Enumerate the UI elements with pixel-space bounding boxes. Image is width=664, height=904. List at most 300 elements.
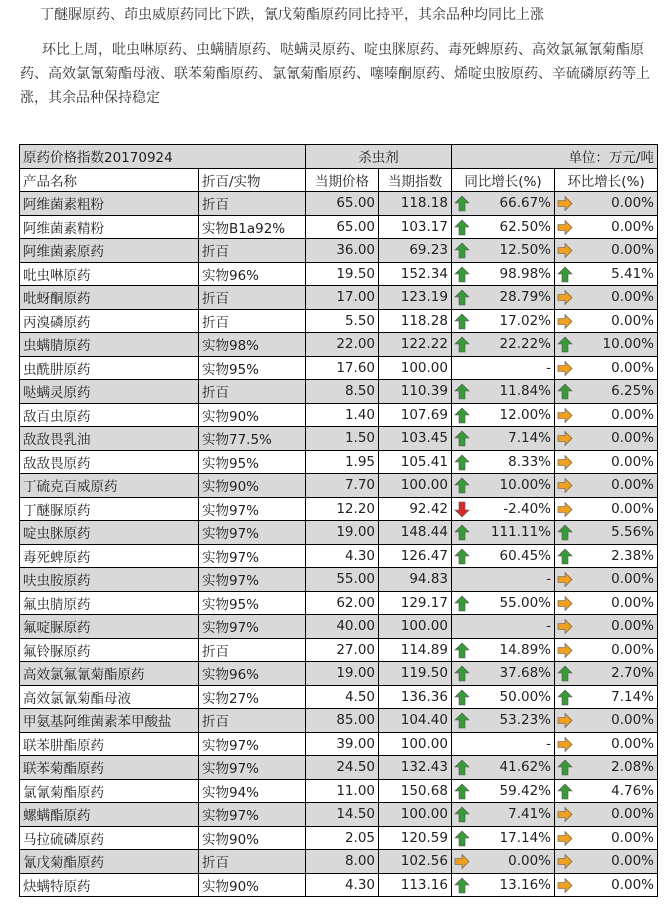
yoy-value: 22.22% <box>499 336 551 353</box>
product-name: 氟啶脲原药 <box>20 615 199 639</box>
current-index: 152.34 <box>379 262 452 286</box>
yoy-value: 12.50% <box>499 242 551 259</box>
table-row <box>20 427 658 451</box>
mom-value: 0.00% <box>611 571 654 588</box>
mom-growth <box>555 544 658 568</box>
summary-paragraph: 环比上周，吡虫啉原药、虫螨腈原药、哒螨灵原药、啶虫脒原药、毒死蜱原药、高效氯氟氰菊酯原药、高效氯氰菊酯母液、联苯菊酯原药、氯氰菊酯原药、噻嗪酮原药、烯啶虫胺原药、辛硫磷原药等上涨，其余品种保持稳定 <box>20 42 650 106</box>
arrow-up-icon <box>454 336 470 353</box>
header-mom: 环比增长(%) <box>555 168 658 192</box>
yoy-value: 17.14% <box>499 829 551 846</box>
product-name: 阿维菌素粗粉 <box>20 192 199 216</box>
arrow-right-icon <box>557 454 573 471</box>
table-row <box>20 779 658 803</box>
yoy-value: 12.00% <box>499 406 551 423</box>
mom-growth <box>555 685 658 709</box>
current-index: 104.40 <box>379 709 452 733</box>
mom-value: 0.00% <box>611 218 654 235</box>
current-index: 94.83 <box>379 568 452 592</box>
yoy-value: 28.79% <box>499 289 551 306</box>
mom-value: 0.00% <box>611 829 654 846</box>
product-spec: 实物94% <box>199 779 306 803</box>
product-spec: 折百 <box>199 850 306 874</box>
product-spec: 折百 <box>199 709 306 733</box>
current-index: 119.50 <box>379 662 452 686</box>
arrow-right-icon <box>557 571 573 588</box>
table-row <box>20 803 658 827</box>
product-spec: 实物97% <box>199 568 306 592</box>
product-name: 马拉硫磷原药 <box>20 826 199 850</box>
arrow-up-icon <box>557 383 573 400</box>
mom-growth <box>555 803 658 827</box>
current-index: 100.00 <box>379 474 452 498</box>
current-price: 65.00 <box>306 192 379 216</box>
yoy-growth <box>452 638 555 662</box>
yoy-growth <box>452 427 555 451</box>
product-spec: 实物B1a92% <box>199 215 306 239</box>
current-price: 39.00 <box>306 732 379 756</box>
current-price: 24.50 <box>306 756 379 780</box>
arrow-right-icon <box>557 830 573 847</box>
yoy-value: - <box>546 618 551 635</box>
yoy-growth <box>452 521 555 545</box>
product-spec: 实物90% <box>199 403 306 427</box>
current-price: 2.05 <box>306 826 379 850</box>
arrow-up-icon <box>454 313 470 330</box>
mom-value: 5.56% <box>611 524 654 541</box>
table-row <box>20 333 658 357</box>
arrow-up-icon <box>454 595 470 612</box>
table-row <box>20 262 658 286</box>
arrow-up-icon <box>454 195 470 212</box>
yoy-growth <box>452 850 555 874</box>
arrow-right-icon <box>557 289 573 306</box>
table-row <box>20 286 658 310</box>
arrow-up-icon <box>454 712 470 729</box>
product-name: 丙溴磷原药 <box>20 309 199 333</box>
table-row <box>20 732 658 756</box>
table-row <box>20 568 658 592</box>
current-index: 148.44 <box>379 521 452 545</box>
table-row <box>20 826 658 850</box>
arrow-up-icon <box>454 806 470 823</box>
mom-growth <box>555 262 658 286</box>
table-row <box>20 215 658 239</box>
table-row <box>20 615 658 639</box>
arrow-right-icon <box>557 642 573 659</box>
current-index: 105.41 <box>379 450 452 474</box>
arrow-up-icon <box>454 407 470 424</box>
yoy-value: 62.50% <box>499 218 551 235</box>
yoy-value: 7.41% <box>508 806 551 823</box>
current-index: 122.22 <box>379 333 452 357</box>
mom-growth <box>555 215 658 239</box>
mom-value: 5.41% <box>611 265 654 282</box>
table-category: 杀虫剂 <box>306 145 452 169</box>
current-index: 92.42 <box>379 497 452 521</box>
header-name: 产品名称 <box>20 168 199 192</box>
mom-value: 0.00% <box>611 453 654 470</box>
mom-growth <box>555 591 658 615</box>
current-index: 118.18 <box>379 192 452 216</box>
arrow-right-icon <box>557 313 573 330</box>
arrow-up-icon <box>454 877 470 894</box>
arrow-up-icon <box>454 454 470 471</box>
yoy-value: 8.33% <box>508 453 551 470</box>
current-price: 8.50 <box>306 380 379 404</box>
product-name: 丁醚脲原药 <box>20 497 199 521</box>
table-title: 原药价格指数20170924 <box>20 145 306 169</box>
yoy-growth <box>452 309 555 333</box>
yoy-value: - <box>546 735 551 752</box>
mom-value: 0.00% <box>611 876 654 893</box>
arrow-right-icon <box>557 877 573 894</box>
arrow-up-icon <box>454 383 470 400</box>
current-index: 123.19 <box>379 286 452 310</box>
arrow-up-icon <box>454 242 470 259</box>
yoy-value: 41.62% <box>499 759 551 776</box>
mom-value: 4.76% <box>611 782 654 799</box>
mom-growth <box>555 192 658 216</box>
header-spec: 折百/实物 <box>199 168 306 192</box>
mom-growth <box>555 638 658 662</box>
table-row <box>20 380 658 404</box>
current-index: 126.47 <box>379 544 452 568</box>
current-index: 100.00 <box>379 732 452 756</box>
product-spec: 实物77.5% <box>199 427 306 451</box>
yoy-value: 50.00% <box>499 688 551 705</box>
arrow-up-icon <box>454 524 470 541</box>
mom-growth <box>555 380 658 404</box>
yoy-growth <box>452 262 555 286</box>
yoy-growth <box>452 403 555 427</box>
mom-value: 0.00% <box>611 500 654 517</box>
product-name: 阿维菌素原药 <box>20 239 199 263</box>
mom-growth <box>555 873 658 897</box>
arrow-up-icon <box>454 759 470 776</box>
arrow-up-icon <box>454 430 470 447</box>
product-name: 甲氨基阿维菌素苯甲酸盐 <box>20 709 199 733</box>
mom-growth <box>555 709 658 733</box>
yoy-growth <box>452 756 555 780</box>
yoy-value: - <box>546 359 551 376</box>
yoy-growth <box>452 356 555 380</box>
current-price: 5.50 <box>306 309 379 333</box>
summary-line: 丁醚脲原药、茚虫威原药同比下跌，氰戊菊酯原药同比持平，其余品种均同比上涨 <box>40 7 544 23</box>
mom-value: 0.00% <box>611 359 654 376</box>
current-price: 19.00 <box>306 662 379 686</box>
header-index: 当期指数 <box>379 168 452 192</box>
arrow-right-icon <box>557 806 573 823</box>
yoy-growth <box>452 615 555 639</box>
yoy-growth <box>452 286 555 310</box>
mom-value: 0.00% <box>611 618 654 635</box>
arrow-right-icon <box>557 195 573 212</box>
mom-growth <box>555 850 658 874</box>
mom-value: 0.00% <box>611 853 654 870</box>
mom-value: 0.00% <box>611 594 654 611</box>
yoy-value: 0.00% <box>508 853 551 870</box>
mom-growth <box>555 521 658 545</box>
arrow-up-icon <box>557 336 573 353</box>
mom-value: 0.00% <box>611 641 654 658</box>
table-row <box>20 685 658 709</box>
arrow-right-icon <box>557 501 573 518</box>
current-price: 14.50 <box>306 803 379 827</box>
yoy-value: 17.02% <box>499 312 551 329</box>
current-index: 132.43 <box>379 756 452 780</box>
product-spec: 折百 <box>199 286 306 310</box>
current-price: 55.00 <box>306 568 379 592</box>
table-row <box>20 662 658 686</box>
mom-growth <box>555 756 658 780</box>
current-price: 11.00 <box>306 779 379 803</box>
yoy-value: 66.67% <box>499 195 551 212</box>
current-price: 36.00 <box>306 239 379 263</box>
table-row <box>20 756 658 780</box>
current-index: 110.39 <box>379 380 452 404</box>
product-spec: 折百 <box>199 638 306 662</box>
arrow-up-icon <box>454 642 470 659</box>
product-spec: 实物97% <box>199 521 306 545</box>
current-index: 114.89 <box>379 638 452 662</box>
table-row <box>20 192 658 216</box>
arrow-right-icon <box>557 360 573 377</box>
yoy-value: -2.40% <box>503 500 551 517</box>
product-spec: 实物97% <box>199 732 306 756</box>
product-spec: 实物97% <box>199 756 306 780</box>
current-index: 69.23 <box>379 239 452 263</box>
mom-value: 0.00% <box>611 289 654 306</box>
mom-growth <box>555 732 658 756</box>
yoy-value: 60.45% <box>499 547 551 564</box>
product-spec: 实物90% <box>199 873 306 897</box>
mom-value: 0.00% <box>611 242 654 259</box>
yoy-value: 13.16% <box>499 876 551 893</box>
yoy-growth <box>452 873 555 897</box>
current-price: 19.00 <box>306 521 379 545</box>
mom-value: 2.08% <box>611 759 654 776</box>
current-price: 1.40 <box>306 403 379 427</box>
current-price: 40.00 <box>306 615 379 639</box>
yoy-growth <box>452 215 555 239</box>
product-spec: 实物95% <box>199 591 306 615</box>
yoy-value: 53.23% <box>499 712 551 729</box>
yoy-growth <box>452 779 555 803</box>
arrow-up-icon <box>557 759 573 776</box>
current-price: 7.70 <box>306 474 379 498</box>
mom-growth <box>555 497 658 521</box>
yoy-value: 11.84% <box>499 383 551 400</box>
arrow-up-icon <box>454 266 470 283</box>
product-name: 氯氰菊酯原药 <box>20 779 199 803</box>
mom-value: 0.00% <box>611 430 654 447</box>
product-spec: 实物97% <box>199 803 306 827</box>
product-name: 联苯菊酯原药 <box>20 756 199 780</box>
product-spec: 折百 <box>199 309 306 333</box>
current-index: 100.00 <box>379 356 452 380</box>
header-price: 当期价格 <box>306 168 379 192</box>
product-spec: 实物96% <box>199 662 306 686</box>
table-row <box>20 591 658 615</box>
product-name: 啶虫脒原药 <box>20 521 199 545</box>
yoy-value: - <box>546 571 551 588</box>
product-name: 丁硫克百威原药 <box>20 474 199 498</box>
table-row <box>20 709 658 733</box>
current-price: 17.00 <box>306 286 379 310</box>
table-row <box>20 521 658 545</box>
yoy-value: 98.98% <box>499 265 551 282</box>
yoy-growth <box>452 380 555 404</box>
arrow-up-icon <box>454 783 470 800</box>
arrow-up-icon <box>557 524 573 541</box>
product-name: 氰戊菊酯原药 <box>20 850 199 874</box>
yoy-growth <box>452 803 555 827</box>
product-name: 吡虫啉原药 <box>20 262 199 286</box>
price-index-table <box>19 144 658 897</box>
mom-growth <box>555 615 658 639</box>
mom-growth <box>555 286 658 310</box>
product-spec: 折百 <box>199 380 306 404</box>
current-index: 103.17 <box>379 215 452 239</box>
arrow-up-icon <box>454 830 470 847</box>
product-spec: 实物90% <box>199 826 306 850</box>
table-row <box>20 450 658 474</box>
current-price: 4.30 <box>306 544 379 568</box>
table-row <box>20 309 658 333</box>
current-price: 85.00 <box>306 709 379 733</box>
arrow-up-icon <box>557 689 573 706</box>
product-name: 氟虫腈原药 <box>20 591 199 615</box>
arrow-up-icon <box>557 548 573 565</box>
product-spec: 折百 <box>199 239 306 263</box>
product-name: 哒螨灵原药 <box>20 380 199 404</box>
yoy-value: 37.68% <box>499 665 551 682</box>
current-price: 1.50 <box>306 427 379 451</box>
product-name: 阿维菌素精粉 <box>20 215 199 239</box>
table-row <box>20 356 658 380</box>
arrow-up-icon <box>454 477 470 494</box>
yoy-growth <box>452 192 555 216</box>
mom-growth <box>555 356 658 380</box>
current-price: 8.00 <box>306 850 379 874</box>
yoy-growth <box>452 568 555 592</box>
mom-growth <box>555 239 658 263</box>
yoy-value: 14.89% <box>499 641 551 658</box>
arrow-right-icon <box>557 736 573 753</box>
arrow-right-icon <box>557 430 573 447</box>
mom-growth <box>555 309 658 333</box>
mom-value: 2.70% <box>611 665 654 682</box>
mom-value: 0.00% <box>611 806 654 823</box>
product-name: 虫螨腈原药 <box>20 333 199 357</box>
product-spec: 实物95% <box>199 356 306 380</box>
mom-value: 2.38% <box>611 547 654 564</box>
mom-growth <box>555 474 658 498</box>
mom-value: 7.14% <box>611 688 654 705</box>
current-index: 107.69 <box>379 403 452 427</box>
product-spec: 实物97% <box>199 544 306 568</box>
arrow-right-icon <box>557 407 573 424</box>
product-name: 联苯肼酯原药 <box>20 732 199 756</box>
current-price: 22.00 <box>306 333 379 357</box>
yoy-growth <box>452 591 555 615</box>
yoy-growth <box>452 497 555 521</box>
product-spec: 实物90% <box>199 474 306 498</box>
current-index: 100.00 <box>379 615 452 639</box>
yoy-value: 111.11% <box>490 524 551 541</box>
mom-growth <box>555 333 658 357</box>
product-name: 吡蚜酮原药 <box>20 286 199 310</box>
yoy-growth <box>452 239 555 263</box>
mom-growth <box>555 450 658 474</box>
table-row <box>20 544 658 568</box>
yoy-value: 7.14% <box>508 430 551 447</box>
yoy-growth <box>452 709 555 733</box>
mom-value: 6.25% <box>611 383 654 400</box>
product-name: 敌百虫原药 <box>20 403 199 427</box>
arrow-up-icon <box>454 665 470 682</box>
current-index: 118.28 <box>379 309 452 333</box>
product-name: 炔螨特原药 <box>20 873 199 897</box>
mom-growth <box>555 662 658 686</box>
current-price: 17.60 <box>306 356 379 380</box>
current-index: 103.45 <box>379 427 452 451</box>
header-yoy: 同比增长(%) <box>452 168 555 192</box>
table-row <box>20 474 658 498</box>
table-row <box>20 850 658 874</box>
product-name: 虫酰肼原药 <box>20 356 199 380</box>
yoy-value: 55.00% <box>499 594 551 611</box>
arrow-up-icon <box>557 266 573 283</box>
product-name: 氟铃脲原药 <box>20 638 199 662</box>
yoy-growth <box>452 826 555 850</box>
mom-growth <box>555 779 658 803</box>
mom-growth <box>555 427 658 451</box>
product-spec: 实物97% <box>199 497 306 521</box>
table-title-row <box>20 145 658 169</box>
arrow-right-icon <box>557 219 573 236</box>
current-price: 27.00 <box>306 638 379 662</box>
arrow-right-icon <box>557 618 573 635</box>
current-price: 12.20 <box>306 497 379 521</box>
table-header-row <box>20 168 658 192</box>
arrow-right-icon <box>454 853 470 870</box>
arrow-up-icon <box>454 548 470 565</box>
current-price: 62.00 <box>306 591 379 615</box>
mom-growth <box>555 568 658 592</box>
mom-value: 0.00% <box>611 735 654 752</box>
arrow-down-icon <box>454 501 470 518</box>
arrow-right-icon <box>557 853 573 870</box>
product-spec: 实物97% <box>199 615 306 639</box>
yoy-growth <box>452 732 555 756</box>
arrow-up-icon <box>454 689 470 706</box>
current-index: 150.68 <box>379 779 452 803</box>
mom-value: 0.00% <box>611 712 654 729</box>
current-price: 1.95 <box>306 450 379 474</box>
product-spec: 实物96% <box>199 262 306 286</box>
current-index: 136.36 <box>379 685 452 709</box>
product-name: 毒死蜱原药 <box>20 544 199 568</box>
current-price: 65.00 <box>306 215 379 239</box>
product-name: 高效氯氰菊酯母液 <box>20 685 199 709</box>
yoy-value: 59.42% <box>499 782 551 799</box>
product-spec: 实物98% <box>199 333 306 357</box>
product-name: 呋虫胺原药 <box>20 568 199 592</box>
mom-growth <box>555 403 658 427</box>
arrow-up-icon <box>557 783 573 800</box>
product-name: 螺螨酯原药 <box>20 803 199 827</box>
